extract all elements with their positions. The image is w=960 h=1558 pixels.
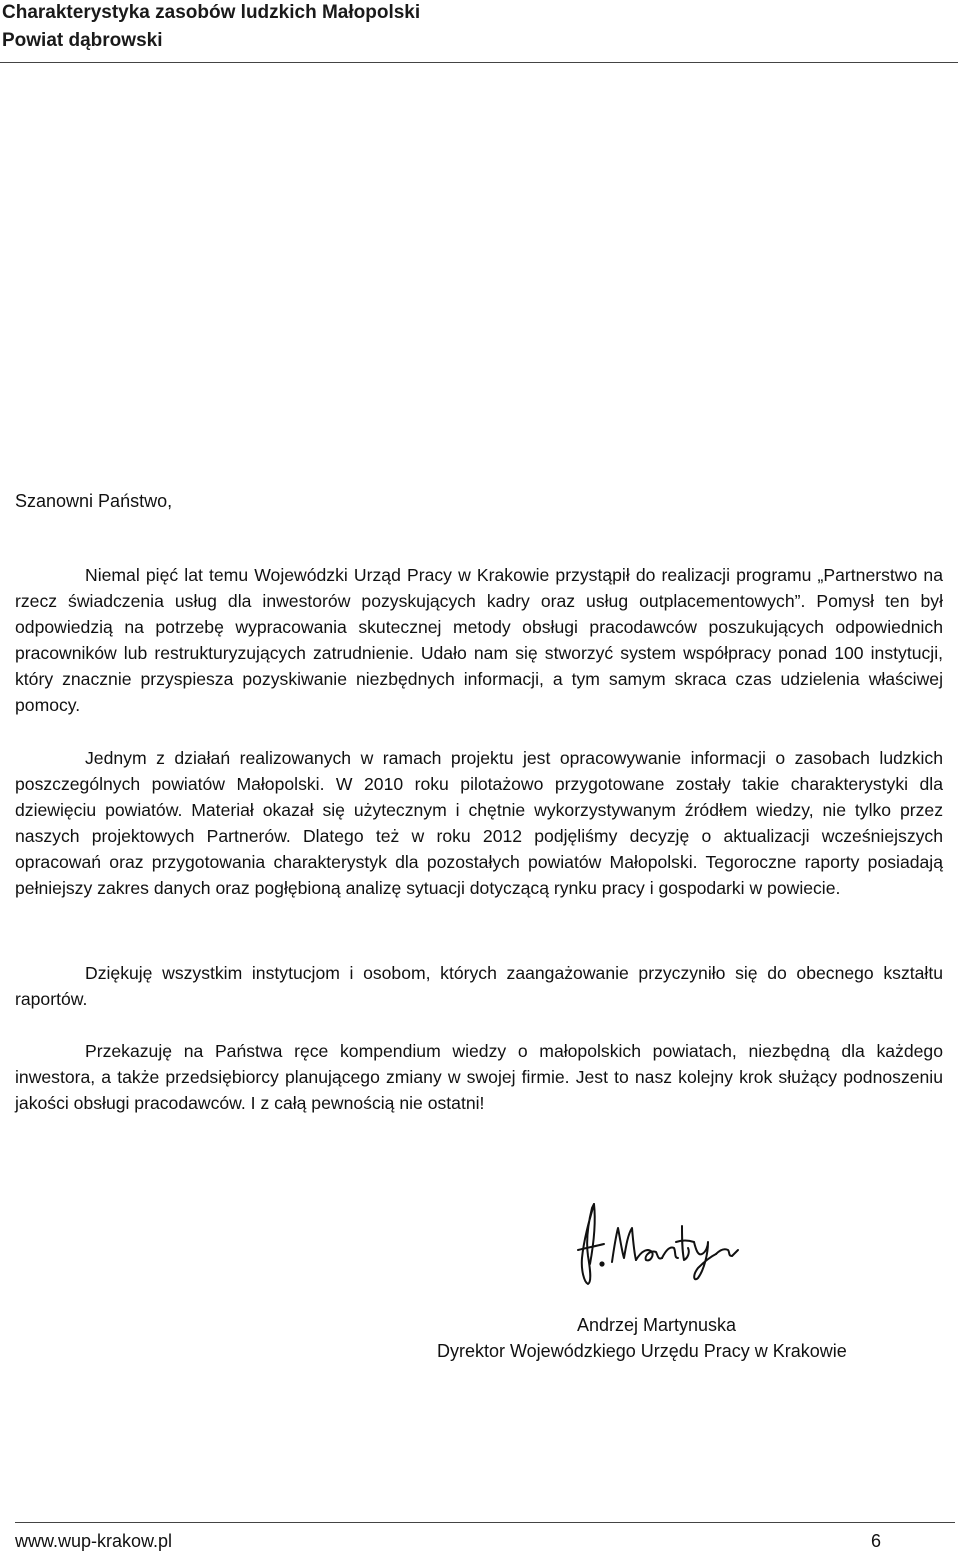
footer-url: www.wup-krakow.pl bbox=[15, 1531, 173, 1551]
letter-paragraph-2: Jednym z działań realizowanych w ramach projektu jest opracowywanie informacji o zasobach ludzkich poszczególnych powiatów Małopolski. W 2010 roku pilotażowo przygotowane zostały takie charakterystyki dla dziewięciu powiatów. Materiał okazał się użytecznym i chętnie wykorzystywanym źródłem wiedzy, nie tylko przez naszych projektowych Partnerów. Dlatego też w roku 2012 podjęliśmy decyzję o aktualizacji wcześniejszych opracowań oraz przygotowania charakterystyk dla pozostałych powiatów Małopolski. Tegoroczne raporty posiadają pełniejszy zakres danych oraz pogłębioną analizę sytuacji dotyczącą rynku pracy i gospodarki w powiecie. bbox=[15, 748, 943, 898]
letter-paragraph-4: Przekazuję na Państwa ręce kompendium wiedzy o małopolskich powiatach, niezbędną dla każdego inwestora, a także przedsiębiorcy planującego zmiany w swojej firmie. Jest to nasz kolejny krok służący podnoszeniu jakości obsługi pracodawców. I z całą pewnością nie ostatni! bbox=[15, 1041, 943, 1113]
footer-divider bbox=[15, 1522, 955, 1523]
page-header bbox=[0, 0, 958, 63]
signatory-name: Andrzej Martynuska bbox=[577, 1315, 737, 1335]
letter-paragraph-3: Dziękuję wszystkim instytucjom i osobom, których zaangażowanie przyczyniło się do obecnego kształtu raportów. bbox=[15, 963, 943, 1009]
signatory-title: Dyrektor Wojewódzkiego Urzędu Pracy w Krakowie bbox=[437, 1341, 847, 1361]
handwritten-signature bbox=[570, 1198, 740, 1290]
header-subtitle: Powiat dąbrowski bbox=[2, 30, 163, 51]
letter-paragraph-1: Niemal pięć lat temu Wojewódzki Urząd Pracy w Krakowie przystąpił do realizacji programu „Partnerstwo na rzecz świadczenia usług dla inwestorów pozyskujących kadry oraz usług outplacementowych”. Pomysł ten był odpowiedzią na potrzebę wypracowania skutecznej metody obsługi pracodawców poszukujących odpowiednich pracowników lub restrukturyzujących zatrudnienie. Udało nam się stworzyć system współpracy ponad 100 instytucji, który znacznie przyspiesza pozyskiwanie niezbędnych informacji, a tym samym skraca czas udzielenia właściwej pomocy. bbox=[15, 565, 943, 715]
letter-salutation: Szanowni Państwo, bbox=[15, 491, 173, 511]
page-number: 6 bbox=[871, 1531, 882, 1551]
header-title: Charakterystyka zasobów ludzkich Małopolski bbox=[2, 2, 421, 23]
